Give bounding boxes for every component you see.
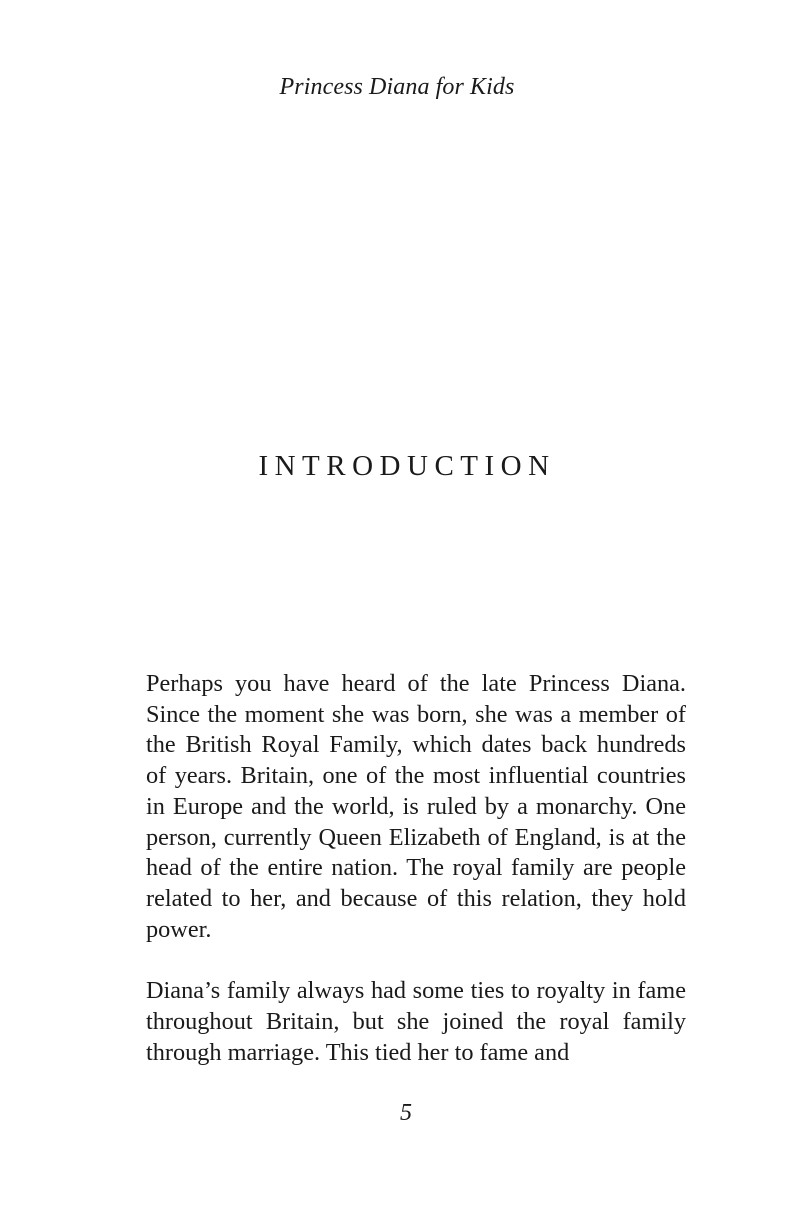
paragraph-2: Diana’s family always had some ties to royalty in fame throughout Britain, but she joined the royal family through marriage. This tied her to fame and [146,977,686,1066]
paragraph-1: Perhaps you have heard of the late Princess Diana. Since the moment she was born, she was a member of the British Royal Family, which dates back hundreds of years. Britain, one of the most influential countries in Europe and the world, is ruled by a monarchy. One person, currently Queen Elizabeth of England, is at the head of the entire nation. The royal family are people related to her, and because of this relation, they hold power. [146,670,686,943]
body-text [146,669,686,1068]
running-header: Princess Diana for Kids [279,74,515,100]
chapter-title: INTRODUCTION [258,450,556,482]
page-number: 5 [400,1100,412,1126]
